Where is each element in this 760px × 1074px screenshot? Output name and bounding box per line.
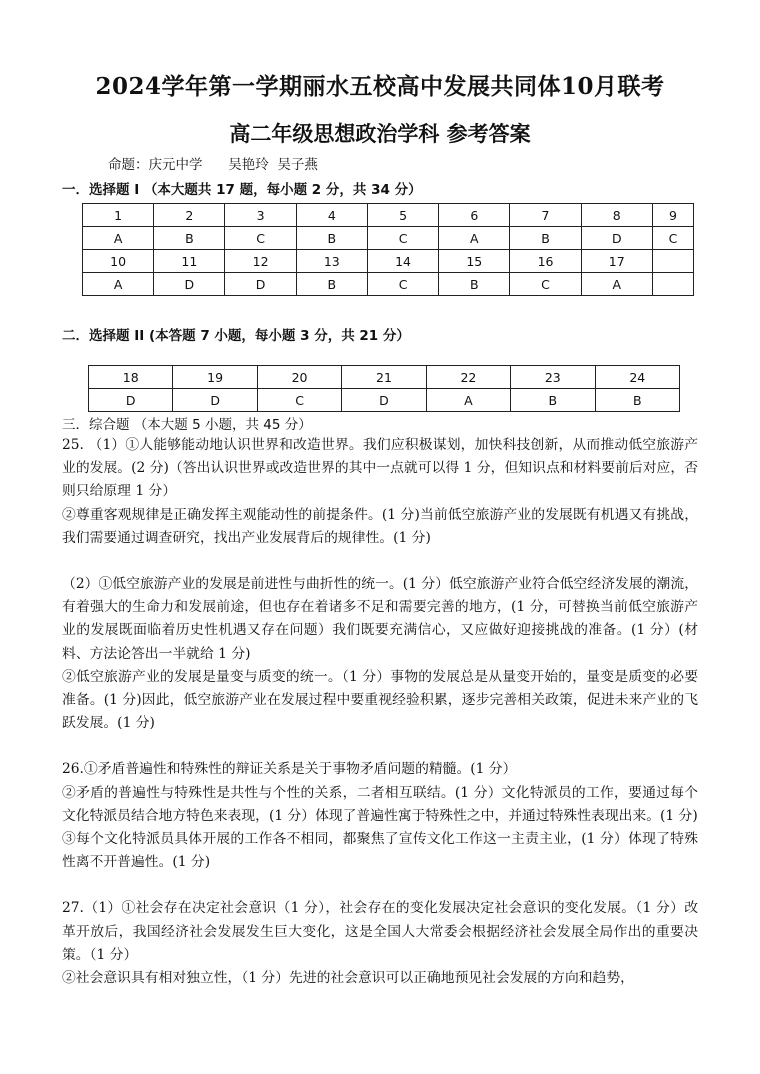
section1-cell: C [652,227,693,250]
section1-cell: C [367,273,438,296]
section1-cell: D [154,273,225,296]
section3-heading: 三．综合题 （本大题 5 小题，共 45 分） [62,417,312,433]
section1-cell: 5 [367,204,438,227]
section2-row [89,366,680,389]
section1-answer-table [82,203,694,296]
answer-body [62,434,698,990]
section2-cell: 23 [511,366,595,389]
section1-heading: 一．选择题 I （本大题共 17 题，每小题 2 分，共 34 分） [62,182,422,198]
section1-cell: 17 [581,250,652,273]
section2-cell: B [511,389,595,412]
paragraph-spacer [62,550,698,573]
section1-cell: B [296,227,367,250]
section1-cell: 11 [154,250,225,273]
section1-cell: B [296,273,367,296]
section2-cell: C [257,389,341,412]
section1-cell: 16 [510,250,581,273]
section1-cell: D [581,227,652,250]
section1-row [83,250,694,273]
section1-cell: 13 [296,250,367,273]
section1-row [83,204,694,227]
section1-cell [652,250,693,273]
section1-cell: C [510,273,581,296]
section2-cell: D [342,389,426,412]
section2-cell: A [426,389,510,412]
section2-heading: 二．选择题 II (本答题 7 小题，每小题 3 分，共 21 分） [62,328,410,344]
section1-cell: 1 [83,204,154,227]
section1-cell: 12 [225,250,296,273]
section2-cell: D [173,389,257,412]
paragraph-spacer [62,735,698,758]
section2-cell: 18 [89,366,173,389]
section1-cell: A [83,273,154,296]
answer-paragraph: ③每个文化特派员具体开展的工作各不相同，都聚焦了宣传文化工作这一主责主业，(1 分）体现了特殊性离不开普遍性。(1 分) [62,831,698,871]
section2-answer-table [88,365,680,412]
section1-row [83,273,694,296]
section1-cell: A [439,227,510,250]
answer-paragraph: 25. （1）①人能够能动地认识世界和改造世界。我们应积极谋划，加快科技创新，从而推动低空旅游产业的发展。(2 分)（答出认识世界或改造世界的其中一点就可以得 1 分，但知识点和材料要前后对应，否则只给原理 1 分） [62,437,698,500]
paragraph-spacer [62,874,698,897]
section1-cell: A [83,227,154,250]
section1-cell: 8 [581,204,652,227]
answer-paragraph: 27.（1）①社会存在决定社会意识（1 分），社会存在的变化发展决定社会意识的变化发展。（1 分）改革开放后，我国经济社会发展发生巨大变化，这是全国人大常委会根据经济社会发展全局作出的重要决策。（1 分） [62,900,698,963]
answer-paragraph: （2）①低空旅游产业的发展是前进性与曲折性的统一。(1 分）低空旅游产业符合低空经济发展的潮流，有着强大的生命力和发展前途，但也存在着诸多不足和需要完善的地方，(1 分，可替换当前低空旅游产业的发展既面临着历史性机遇又存在问题）我们既要充满信心，又应做好迎接挑战的准备。(1 分）(材料、方法论答出一半就给 1 分) [62,576,698,662]
document-subtitle: 高二年级思想政治学科 参考答案 [229,121,531,146]
answer-paragraph: ②矛盾的普遍性与特殊性是共性与个性的关系，二者相互联结。(1 分）文化特派员的工作，要通过每个文化特派员结合地方特色来表现，(1 分）体现了普遍性寓于特殊性之中，并通过特殊性表现出来。(1 分) [62,784,698,824]
section2-cell: 21 [342,366,426,389]
section1-cell: B [510,227,581,250]
section1-cell: A [581,273,652,296]
section2-cell: B [595,389,679,412]
answer-paragraph: ②尊重客观规律是正确发挥主观能动性的前提条件。(1 分)当前低空旅游产业的发展既有机遇又有挑战，我们需要通过调查研究，找出产业发展背后的规律性。(1 分) [62,506,698,546]
section1-cell: 2 [154,204,225,227]
section2-cell: D [89,389,173,412]
answer-paragraph: ②低空旅游产业的发展是量变与质变的统一。（1 分）事物的发展总是从量变开始的，量变是质变的必要准备。(1 分)因此，低空旅游产业在发展过程中要重视经验积累，逐步完善相关政策，促进未来产业的飞跃发展。(1 分) [62,668,698,732]
section1-cell: 7 [510,204,581,227]
section1-cell: D [225,273,296,296]
section1-cell: 10 [83,250,154,273]
section1-cell: 15 [439,250,510,273]
section1-cell: 3 [225,204,296,227]
section1-cell: B [439,273,510,296]
section1-cell: 6 [439,204,510,227]
section1-cell: C [367,227,438,250]
answer-paragraph: ②社会意识具有相对独立性，（1 分）先进的社会意识可以正确地预见社会发展的方向和趋势， [62,970,634,987]
section1-cell: 14 [367,250,438,273]
section1-cell: 9 [652,204,693,227]
section1-cell: B [154,227,225,250]
section1-cell [652,273,693,296]
section2-cell: 22 [426,366,510,389]
section1-cell: C [225,227,296,250]
section1-row [83,227,694,250]
section2-cell: 19 [173,366,257,389]
document-title: 2024学年第一学期丽水五校高中发展共同体10月联考 [95,73,665,100]
question-setter-line: 命题：庆元中学 吴艳玲 吴子燕 [108,157,318,173]
section2-cell: 24 [595,366,679,389]
section1-cell: 4 [296,204,367,227]
section2-row [89,389,680,412]
section2-cell: 20 [257,366,341,389]
answer-paragraph: 26.①矛盾普遍性和特殊性的辩证关系是关于事物矛盾问题的精髓。(1 分） [62,761,517,778]
